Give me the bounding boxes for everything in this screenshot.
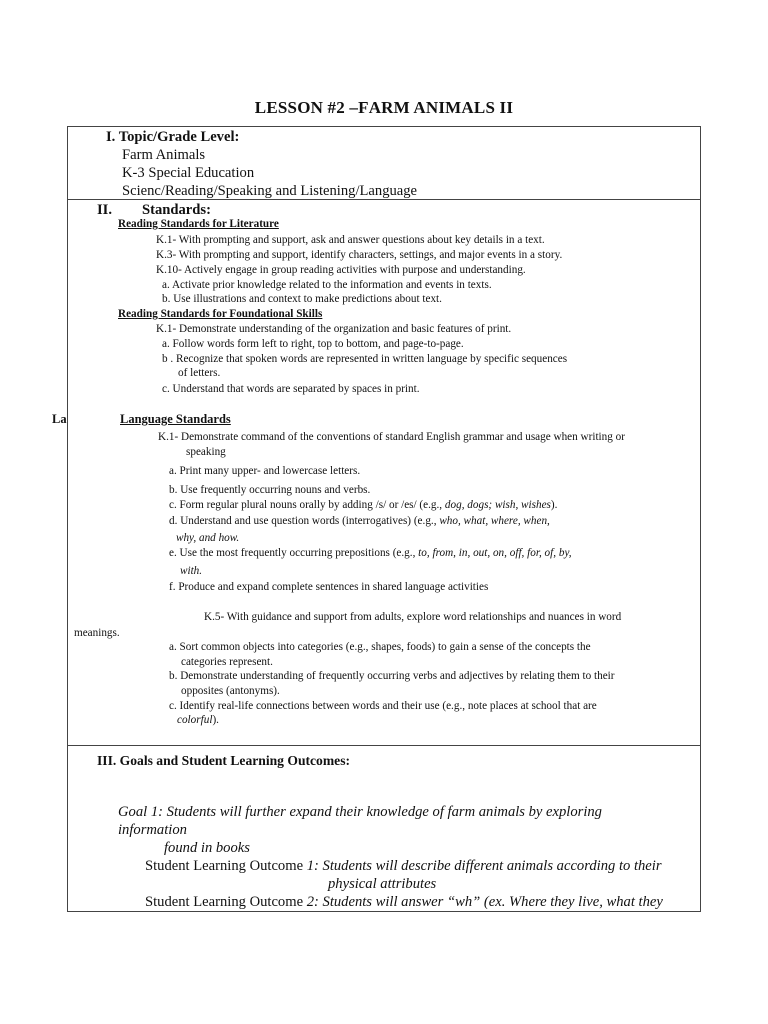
topic-line: Farm Animals (122, 147, 206, 163)
standards-heading-number: II. (97, 202, 113, 218)
goal-line: Goal 1: Students will further expand their knowledge of farm animals by exploring (118, 804, 602, 820)
standard-line: opposites (antonyms). (181, 685, 280, 697)
standard-line: a. Sort common objects into categories (e.g., shapes, foods) to gain a sense of the concepts the (169, 641, 591, 653)
standard-line: f. Produce and expand complete sentences in shared language activities (169, 581, 489, 593)
topic-heading: I. Topic/Grade Level: (106, 129, 240, 145)
standard-line: b. Demonstrate understanding of frequently occurring verbs and adjectives by relating them to their (169, 670, 615, 682)
goal-line: information (118, 822, 187, 838)
standard-line: colorful). (177, 714, 219, 726)
standard-line: of letters. (178, 367, 221, 379)
standard-line: e. Use the most frequently occurring prepositions (e.g., to, from, in, out, on, off, for, of, by, (169, 547, 572, 559)
margin-stub: La (52, 412, 67, 426)
standard-line: b. Use frequently occurring nouns and verbs. (169, 484, 371, 496)
standard-line: with. (180, 565, 203, 577)
language-heading: Language Standards (120, 412, 231, 426)
standard-line: K.1- With prompting and support, ask and answer questions about key details in a text. (156, 234, 545, 246)
outcome-line: Student Learning Outcome 1: Students will describe different animals according to their (145, 858, 662, 874)
standard-line: K.1- Demonstrate understanding of the organization and basic features of print. (156, 323, 512, 335)
foundational-heading: Reading Standards for Foundational Skills (118, 308, 323, 320)
literature-heading: Reading Standards for Literature (118, 218, 279, 230)
standards-heading: Standards: (142, 202, 211, 218)
topic-line: Scienc/Reading/Speaking and Listening/Language (122, 183, 418, 199)
standard-line: categories represent. (181, 656, 273, 668)
page-title: LESSON #2 –FARM ANIMALS II (254, 98, 514, 117)
standard-line: K.3- With prompting and support, identify characters, settings, and major events in a story. (156, 249, 563, 261)
row-divider-goals (67, 745, 700, 746)
topic-line: K-3 Special Education (122, 165, 255, 181)
standard-line: c. Identify real-life connections between words and their use (e.g., note places at school that are (169, 700, 597, 712)
standard-line: speaking (186, 446, 226, 458)
standard-line: K.10- Actively engage in group reading activities with purpose and understanding. (156, 264, 526, 276)
standard-line: c. Form regular plural nouns orally by adding /s/ or /es/ (e.g., dog, dogs; wish, wishes). (169, 499, 558, 511)
standard-line: why, and how. (176, 532, 240, 544)
outcome-line: Student Learning Outcome 2: Students will answer “wh” (ex. Where they live, what they (145, 894, 663, 910)
standard-line: a. Print many upper- and lowercase letters. (169, 465, 361, 477)
standard-line: c. Understand that words are separated by spaces in print. (162, 383, 420, 395)
standard-line: d. Understand and use question words (interrogatives) (e.g., who, what, where, when, (169, 515, 550, 527)
standard-line: b. Use illustrations and context to make predictions about text. (162, 293, 442, 305)
standard-line: b . Recognize that spoken words are represented in written language by specific sequences (162, 353, 568, 365)
standard-line: a. Follow words form left to right, top to bottom, and page-to-page. (162, 338, 464, 350)
goal-line: found in books (164, 840, 250, 856)
outcome-line: physical attributes (328, 876, 437, 892)
goals-heading: III. Goals and Student Learning Outcomes: (97, 753, 351, 768)
standard-line: meanings. (74, 627, 120, 639)
standard-line: K.1- Demonstrate command of the conventions of standard English grammar and usage when writing or (158, 431, 625, 443)
standard-line: a. Activate prior knowledge related to the information and events in texts. (162, 279, 492, 291)
standard-line: K.5- With guidance and support from adults, explore word relationships and nuances in word (204, 611, 622, 623)
